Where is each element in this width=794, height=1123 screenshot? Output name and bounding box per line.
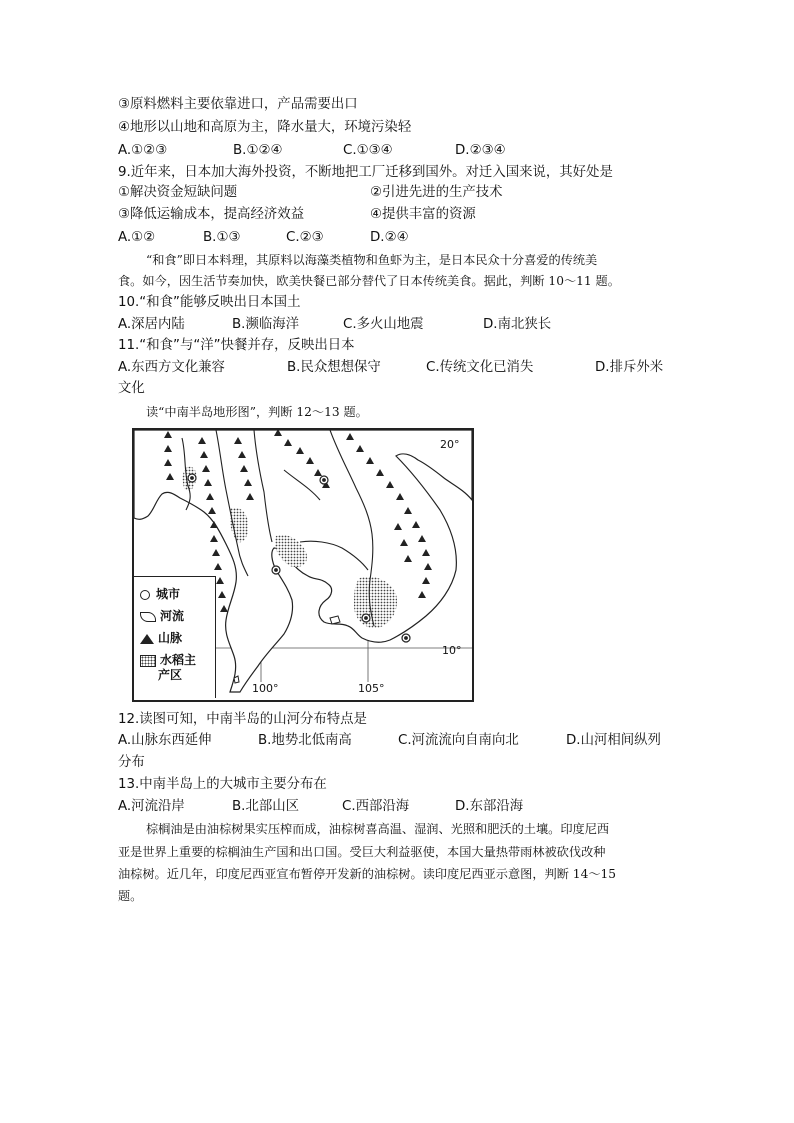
- legend-river: 河流: [140, 607, 184, 624]
- passage1-line1: “和食”即日本料理，其原料以海藻类植物和鱼虾为主，是日本民众十分喜爱的传统美: [146, 253, 598, 267]
- passage2-line1: 棕榈油是由油棕树果实压榨而成，油棕树喜高温、湿润、光照和肥沃的土壤。印度尼西: [146, 822, 610, 836]
- q10-option-d[interactable]: D.南北狭长: [483, 317, 552, 332]
- q9-statement-4: ④提供丰富的资源: [370, 207, 476, 222]
- q9-statement-1: ①解决资金短缺问题: [118, 185, 238, 200]
- lat-label-bottom: 10°: [442, 644, 462, 657]
- q11-option-a[interactable]: A.东西方文化兼容: [118, 360, 225, 375]
- q12-option-d[interactable]: D.山河相间纵列: [566, 733, 661, 748]
- q13-option-b[interactable]: B.北部山区: [232, 799, 300, 814]
- q9-option-d[interactable]: D.②④: [370, 230, 409, 245]
- q12-option-c[interactable]: C.河流流向自南向北: [398, 733, 519, 748]
- q11-option-d[interactable]: D.排斥外米: [595, 360, 664, 375]
- passage2-line3: 油棕树。近几年，印度尼西亚宣布暂停开发新的油棕树。读印度尼西亚示意图，判断 14～15: [118, 867, 617, 881]
- rice-region-icon: [140, 655, 156, 667]
- q11-stem: 11.“和食”与“洋”快餐并存，反映出日本: [118, 338, 355, 353]
- q10-stem: 10.“和食”能够反映出日本国土: [118, 295, 301, 310]
- q11-option-c[interactable]: C.传统文化已消失: [426, 360, 534, 375]
- q13-option-c[interactable]: C.西部沿海: [342, 799, 410, 814]
- q9-statement-2: ②引进先进的生产技术: [370, 185, 503, 200]
- q13-stem: 13.中南半岛上的大城市主要分布在: [118, 777, 327, 792]
- lon-label-left: 100°: [252, 682, 279, 695]
- q9-statement-3: ③降低运输成本，提高经济效益: [118, 207, 305, 222]
- q10-option-c[interactable]: C.多火山地震: [343, 317, 424, 332]
- map-intro: 读“中南半岛地形图”，判断 12～13 题。: [146, 405, 368, 419]
- passage2-line2: 亚是世界上重要的棕榈油生产国和出口国。受巨大利益驱使，本国大量热带雨林被砍伐改种: [118, 845, 606, 859]
- indochina-terrain-map: [132, 428, 474, 702]
- q9-stem: 9.近年来，日本加大海外投资，不断地把工厂迁移到国外。对迁入国来说，其好处是: [118, 165, 613, 180]
- q10-option-b[interactable]: B.濒临海洋: [232, 317, 300, 332]
- q12-option-b[interactable]: B.地势北低南高: [258, 733, 352, 748]
- city-icon: [140, 590, 150, 600]
- legend-mountain: 山脉: [140, 629, 182, 646]
- q8-statement-4: ④地形以山地和高原为主，降水量大，环境污染轻: [118, 120, 412, 135]
- q11-option-d-wrap: 文化: [118, 381, 145, 396]
- legend-city: 城市: [140, 585, 180, 602]
- q9-option-a[interactable]: A.①②: [118, 230, 156, 245]
- q13-option-d[interactable]: D.东部沿海: [455, 799, 524, 814]
- q8-option-b[interactable]: B.①②④: [233, 143, 283, 158]
- map-legend: [134, 576, 216, 698]
- q9-option-c[interactable]: C.②③: [286, 230, 324, 245]
- lon-label-right: 105°: [358, 682, 385, 695]
- mountain-icon: [140, 634, 154, 644]
- q12-option-a[interactable]: A.山脉东西延伸: [118, 733, 212, 748]
- q8-option-a[interactable]: A.①②③: [118, 143, 168, 158]
- passage1-line2: 食。如今，因生活节奏加快，欧美快餐已部分替代了日本传统美食。据此，判断 10～11 题。: [118, 274, 620, 288]
- q8-option-c[interactable]: C.①③④: [343, 143, 393, 158]
- q10-option-a[interactable]: A.深居内陆: [118, 317, 185, 332]
- q13-option-a[interactable]: A.河流沿岸: [118, 799, 185, 814]
- q11-option-b[interactable]: B.民众想想保守: [287, 360, 381, 375]
- q8-option-d[interactable]: D.②③④: [455, 143, 506, 158]
- lat-label-top: 20°: [440, 438, 460, 451]
- q12-stem: 12.读图可知，中南半岛的山河分布特点是: [118, 712, 367, 727]
- river-icon: [140, 612, 156, 622]
- legend-rice: 水稻主 产区: [140, 653, 196, 683]
- q9-option-b[interactable]: B.①③: [203, 230, 241, 245]
- q8-statement-3: ③原料燃料主要依靠进口，产品需要出口: [118, 97, 358, 112]
- q12-option-d-wrap: 分布: [118, 755, 145, 770]
- passage2-line4: 题。: [118, 889, 143, 903]
